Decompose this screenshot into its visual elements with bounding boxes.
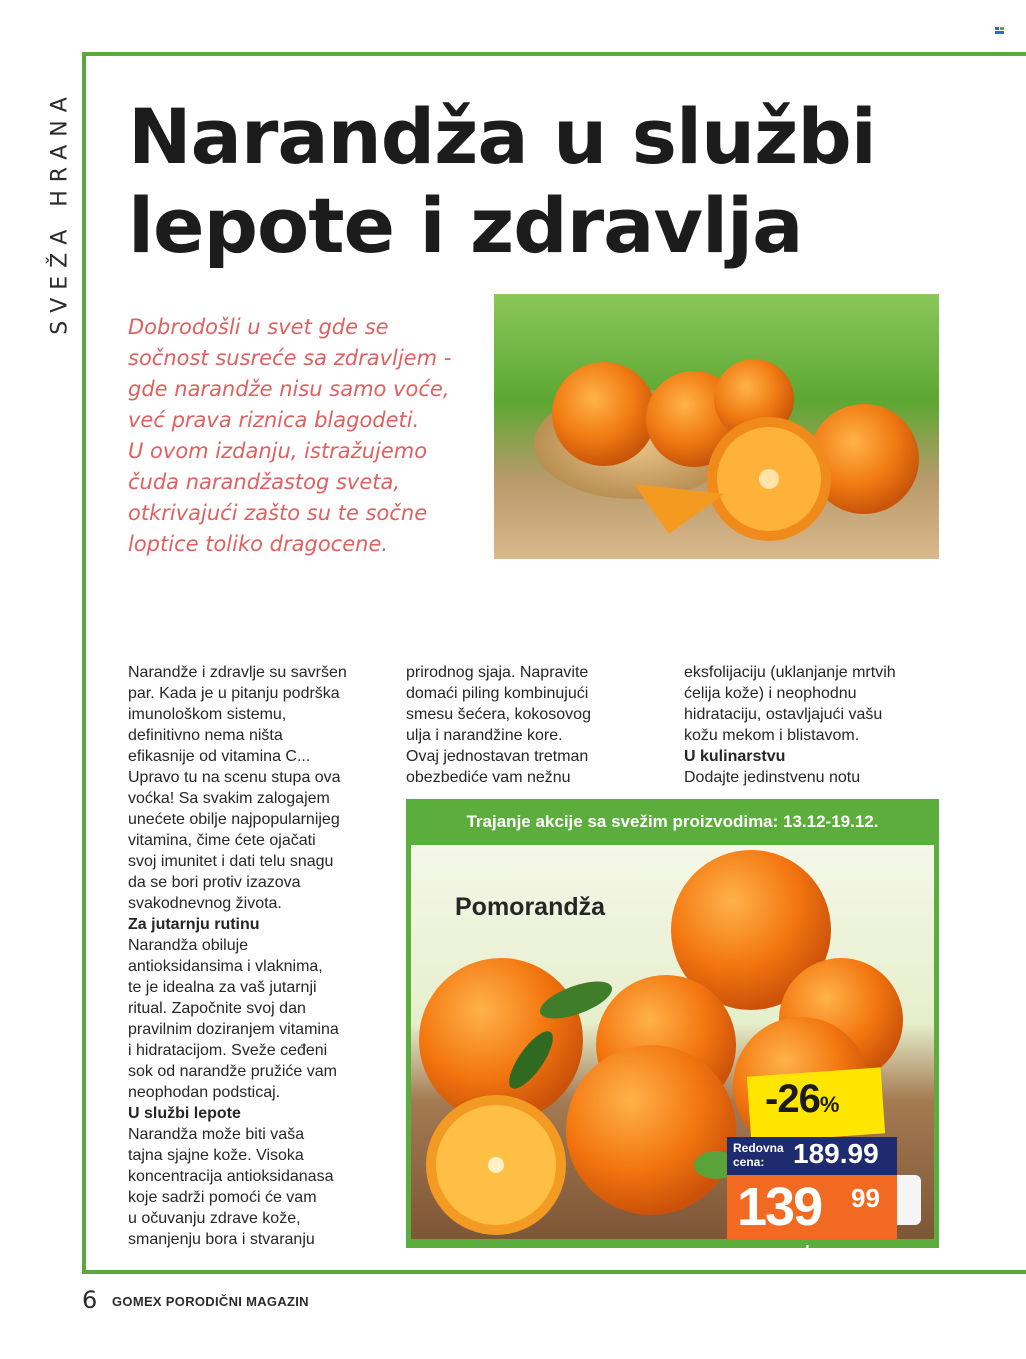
- article-line: ritual. Započnite svoj dan: [128, 1000, 306, 1017]
- article-line: tajna sjajne kože. Visoka: [128, 1147, 304, 1164]
- article-line: svakodnevnog života.: [128, 895, 282, 912]
- promo-content: [411, 845, 934, 1260]
- article-line: koncentracija antioksidanasa: [128, 1168, 334, 1185]
- article-line: imunološkom sistemu,: [128, 706, 287, 723]
- article-line: ulja i narandžine kore.: [406, 727, 563, 744]
- article-line: eksfolijaciju (uklanjanje mrtvih: [684, 664, 896, 681]
- magazine-name: GOMEX PORODIČNI MAGAZIN: [112, 1294, 309, 1309]
- article-line: hidrataciju, ostavljajući vašu: [684, 706, 883, 723]
- article-line: par. Kada je u pitanju podrška: [128, 685, 340, 702]
- article-column-2: [406, 662, 676, 788]
- intro-line: loptice toliko dragocene.: [128, 532, 389, 556]
- article-line: te je idealna za vaš jutarnji: [128, 979, 317, 996]
- article-line: smesu šećera, kokosovog: [406, 706, 591, 723]
- frame-left-border: [82, 52, 86, 1274]
- article-line: Narandža obiluje: [128, 937, 249, 954]
- article-line: koje sadrži pomoći će vam: [128, 1189, 317, 1206]
- title-line: Narandža u službi: [128, 92, 876, 181]
- regular-price-label: Redovna cena:: [733, 1141, 784, 1169]
- product-name: Pomorandža: [455, 893, 606, 921]
- article-line: Narandža može biti vaša: [128, 1126, 305, 1143]
- title-line: lepote i zdravlja: [128, 181, 803, 270]
- article-line: efikasnije od vitamina C...: [128, 748, 311, 765]
- regular-price: 189.99: [793, 1138, 879, 1169]
- article-line: kožu mekom i blistavom.: [684, 727, 860, 744]
- article-line: vitamina, čime ćete ojačati: [128, 832, 316, 849]
- promo-box: [406, 799, 939, 1260]
- intro-line: Dobrodošli u svet gde se: [128, 315, 389, 339]
- intro-line: sočnost susreće sa zdravljem -: [128, 346, 452, 370]
- discount-percent: %: [819, 1092, 839, 1117]
- discount-value: [765, 1077, 838, 1122]
- article-line: pravilnim doziranjem vitamina: [128, 1021, 339, 1038]
- intro-text: [128, 312, 480, 560]
- intro-line: već prava riznica blagodeti.: [128, 408, 420, 432]
- article-line: antioksidansima i vlaknima,: [128, 958, 323, 975]
- article-line: Ovaj jednostavan tretman: [406, 748, 589, 765]
- article-line: smanjenju bora i stvaranju: [128, 1231, 315, 1248]
- section-label: SVEŽA HRANA: [47, 89, 73, 335]
- brand-mark-icon: [995, 27, 1005, 35]
- promo-header: Trajanje akcije sa svežim proizvodima: 13.12-19.12.: [466, 812, 879, 831]
- price-unit-label: cena za kg: [747, 1243, 823, 1260]
- article-line: obezbediće vam nežnu: [406, 769, 571, 786]
- page-title: [128, 92, 1008, 270]
- article-line: definitivno nema ništa: [128, 727, 283, 744]
- subheading-beauty: U službi lepote: [128, 1105, 241, 1122]
- sale-price-main: 139: [737, 1177, 822, 1237]
- article-line: neophodan podsticaj.: [128, 1084, 281, 1101]
- article-line: unećete obilje najpopularnijeg: [128, 811, 340, 828]
- article-line: da se bori protiv izazova: [128, 874, 301, 891]
- article-line: voćka! Sa svakim zalogajem: [128, 790, 330, 807]
- oranges-basket-photo: [494, 294, 939, 559]
- article-line: svoj imunitet i dati telu snagu: [128, 853, 334, 870]
- page-number: 6: [82, 1286, 98, 1314]
- frame-bottom-border: [82, 1270, 1026, 1274]
- intro-line: otkrivajući zašto su te sočne: [128, 501, 428, 525]
- subheading-culinary: U kulinarstvu: [684, 748, 786, 765]
- intro-line: gde narandže nisu samo voće,: [128, 377, 450, 401]
- subheading-morning: Za jutarnju rutinu: [128, 916, 260, 933]
- article-line: Dodajte jedinstvenu notu: [684, 769, 861, 786]
- article-line: ćelija kože) i neophodnu: [684, 685, 857, 702]
- article-line: domaći piling kombinujući: [406, 685, 589, 702]
- article-line: u očuvanju zdrave kože,: [128, 1210, 301, 1227]
- article-line: prirodnog sjaja. Napravite: [406, 664, 589, 681]
- article-line: Upravo tu na scenu stupa ova: [128, 769, 341, 786]
- intro-line: U ovom izdanju, istražujemo: [128, 439, 428, 463]
- sale-price-decimals: 99: [851, 1183, 880, 1213]
- article-line: Narandže i zdravlje su savršen: [128, 664, 347, 681]
- frame-top-border: [82, 52, 1026, 56]
- article-column-3: [684, 662, 954, 788]
- article-line: i hidratacijom. Sveže ceđeni: [128, 1042, 328, 1059]
- article-line: sok od narandže pružiće vam: [128, 1063, 337, 1080]
- discount-number: -26: [765, 1077, 820, 1121]
- article-column-1: [128, 662, 398, 1250]
- oranges-basket-illustration: [494, 294, 939, 559]
- intro-line: čuda narandžastog sveta,: [128, 470, 401, 494]
